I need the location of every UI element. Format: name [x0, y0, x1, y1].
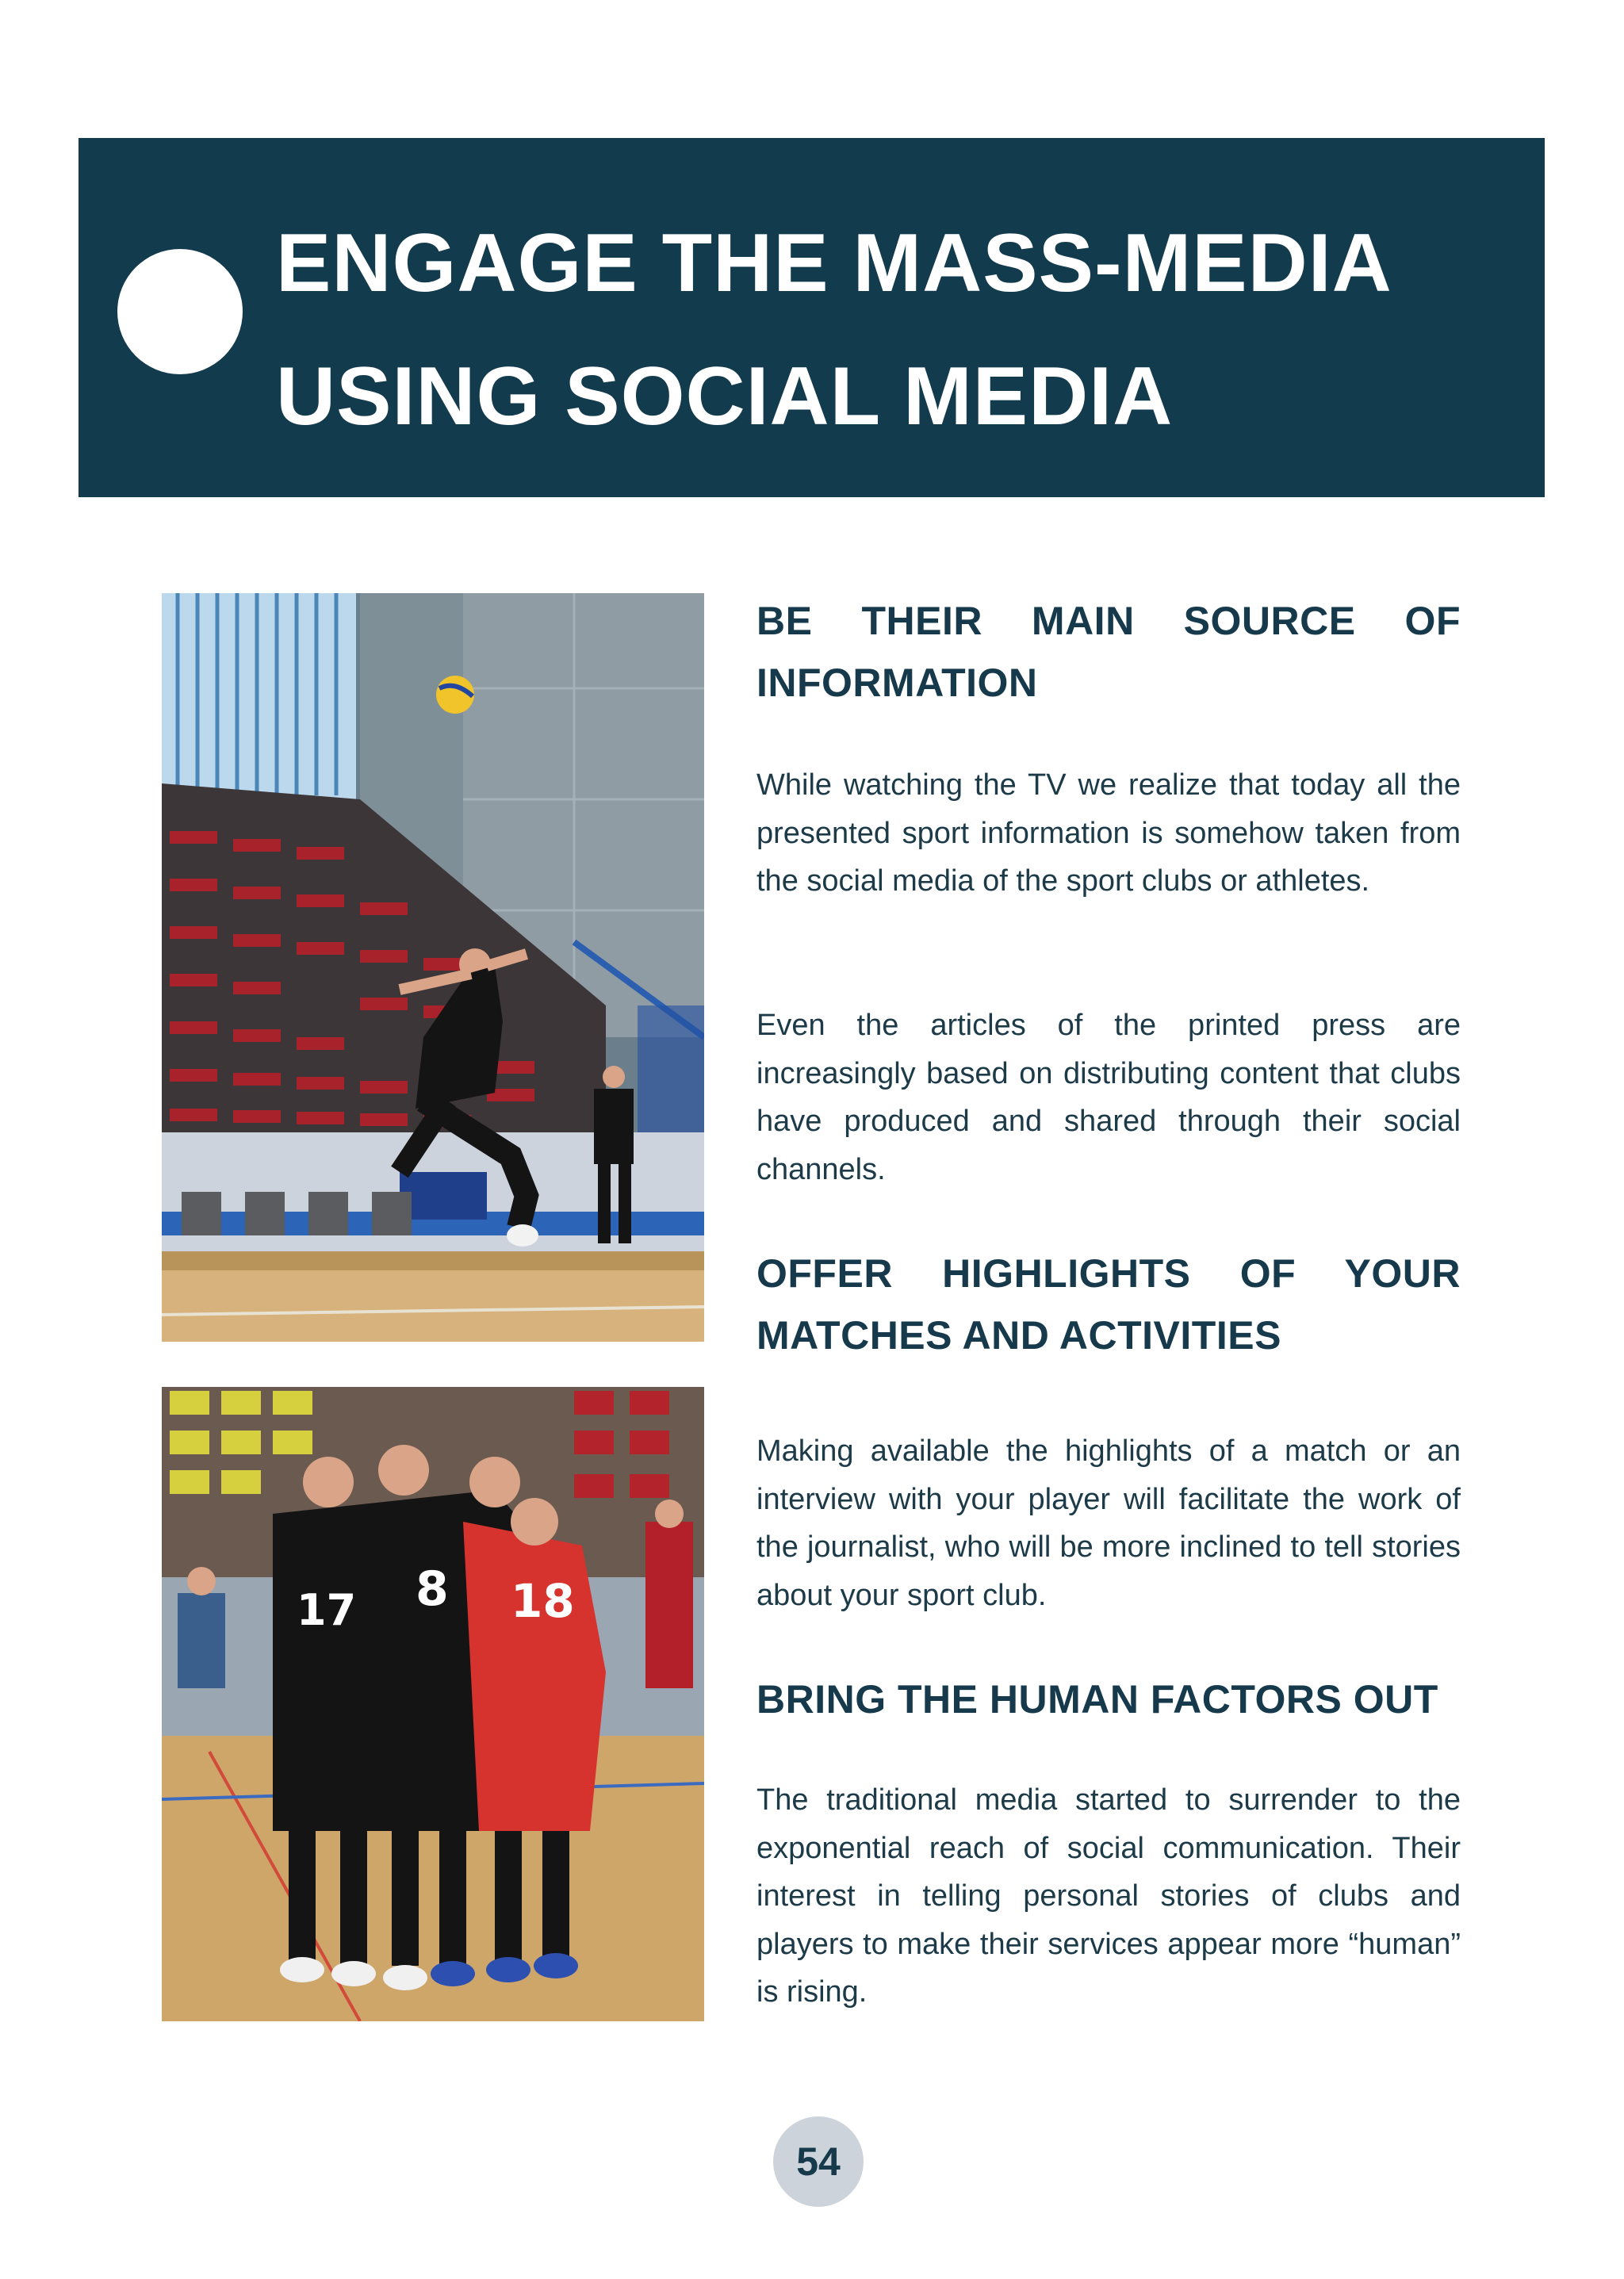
section-paragraph: The traditional media started to surrender to the exponential reach of social communication. Their interest in telling personal stories of clubs and players to make their services appear more “human” is rising.: [756, 1783, 1461, 2009]
team-celebration-photo: [162, 1387, 704, 2021]
title-line-2: USING SOCIAL MEDIA: [276, 350, 1174, 442]
section-heading: BRING THE HUMAN FACTORS OUT: [756, 1677, 1438, 1722]
page-title: [276, 197, 1513, 463]
svg-text:18: 18: [511, 1574, 575, 1628]
svg-text:17: 17: [297, 1585, 357, 1635]
section-highlights: [756, 1243, 1461, 1366]
title-line-1: ENGAGE THE MASS-MEDIA: [276, 217, 1392, 309]
page-number-badge: [773, 2116, 864, 2207]
page-number: 54: [796, 2139, 841, 2184]
svg-text:8: 8: [416, 1561, 449, 1617]
section-heading: OFFER HIGHLIGHTS OF YOUR MATCHES AND ACTIVITIES: [756, 1251, 1461, 1358]
banner-circle-icon: [117, 249, 243, 374]
section-main-source: [756, 590, 1461, 714]
section-human-factors: [756, 1668, 1461, 1730]
volleyball-serve-photo: [162, 593, 704, 1342]
section-paragraph: Even the articles of the printed press are increasingly based on distributing content that clubs have produced and shared through their social channels.: [756, 1009, 1461, 1186]
section-paragraph: While watching the TV we realize that today all the presented sport information is somehow taken from the social media of the sport clubs or athletes.: [756, 768, 1461, 898]
section-heading: BE THEIR MAIN SOURCE OF INFORMATION: [756, 599, 1461, 705]
section-paragraph: Making available the highlights of a match or an interview with your player will facilitate the work of the journalist, who will be more inclined to tell stories about your sport club.: [756, 1434, 1461, 1612]
